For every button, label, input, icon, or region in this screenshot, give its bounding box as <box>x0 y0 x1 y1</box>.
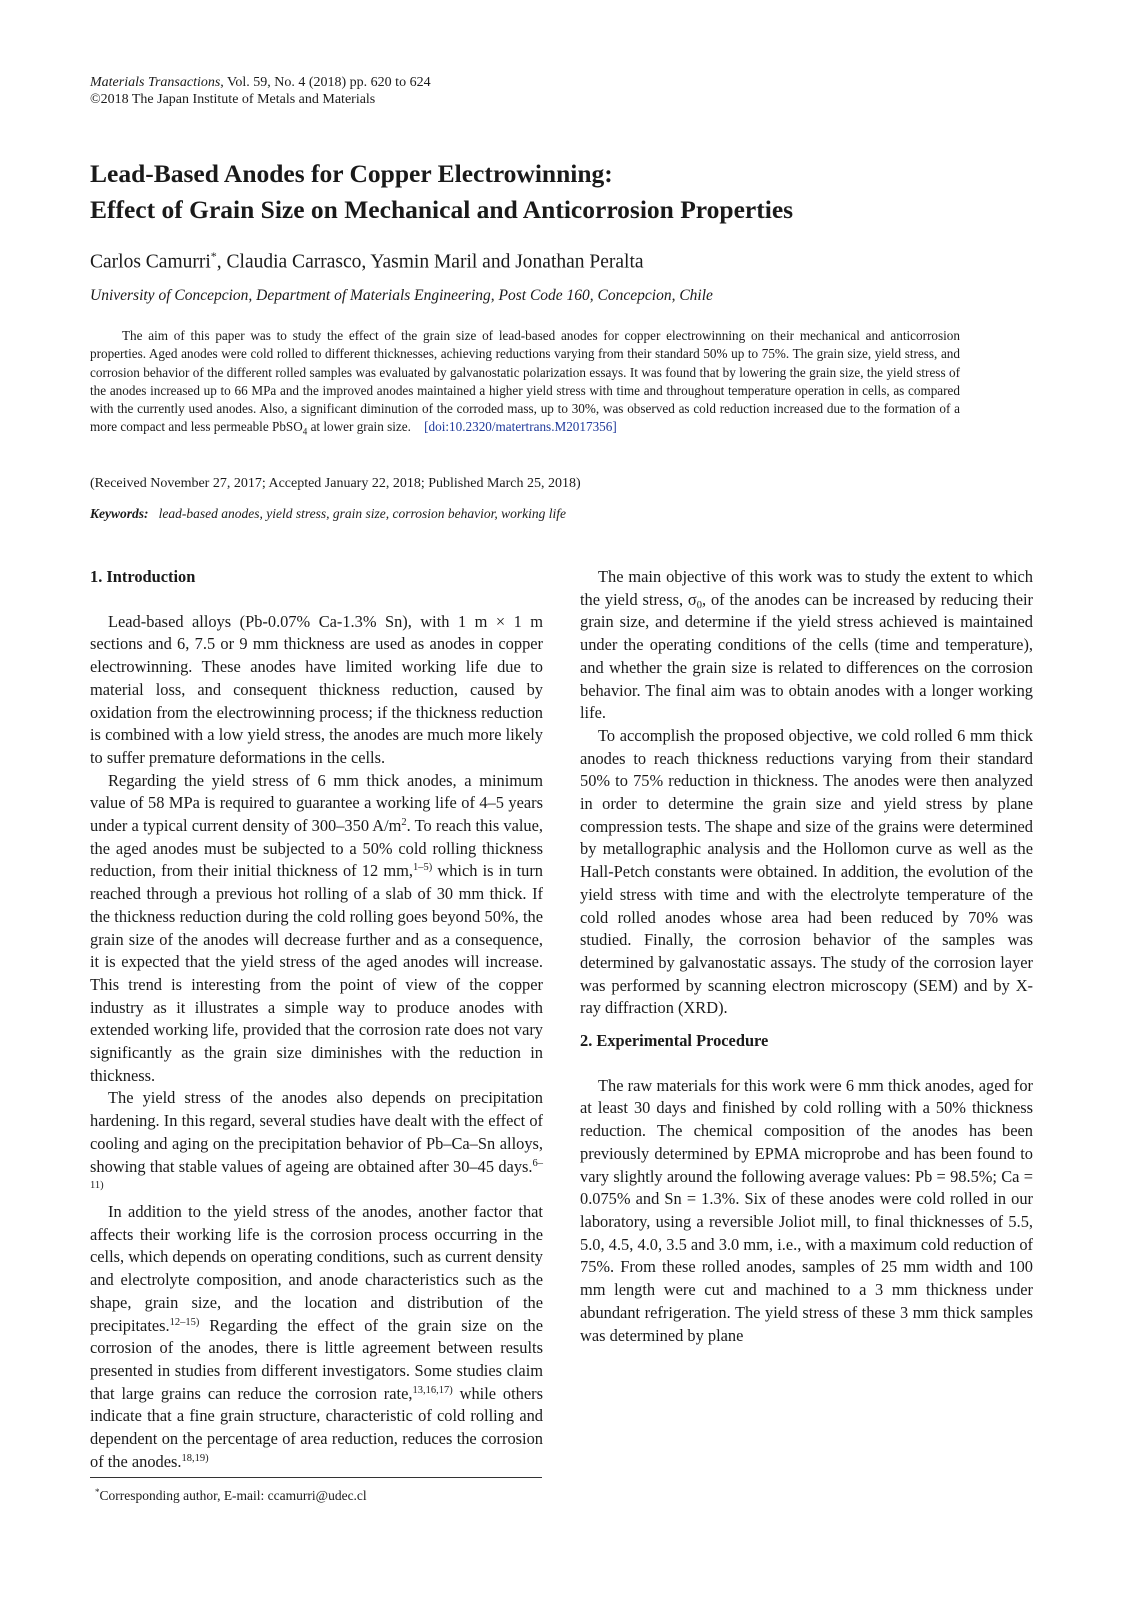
doi-link[interactable]: [doi:10.2320/matertrans.M2017356] <box>424 419 617 435</box>
author-list <box>90 244 644 275</box>
intro-paragraph-4: In addition to the yield stress of the anodes, another factor that affects their working life is the corrosion process occurring in the cells, which depends on operating conditions, such as current density and electrolyte composition, and anode characteristics such as the shape, grain size, and the location and distribution of the precipitates.$^{12-15)}$ Regarding the effect of the grain size on the corrosion of the anodes, there is little agreement between results presented in studies from different investigators. Some studies claim that large grains can reduce the corrosion rate,$^{13,16,17)}$ while others indicate that a fine grain structure, characteristic of cold rolling and dependent on the percentage of area reduction, reduces the corrosion of the anodes.$^{18,19)}$ <box>90 1201 543 1471</box>
paper-title <box>90 156 1050 228</box>
keywords-label: Keywords: <box>90 506 149 521</box>
title-line-2: Effect of Grain Size on Mechanical and Anticorrosion Properties <box>90 195 794 224</box>
journal-header <box>90 74 431 108</box>
copyright-line: ©2018 The Japan Institute of Metals and Materials <box>90 92 376 107</box>
keywords <box>90 506 566 522</box>
received-dates: (Received November 27, 2017; Accepted January 22, 2018; Published March 25, 2018) <box>90 476 581 491</box>
section-2-heading: 2. Experimental Procedure <box>580 1031 769 1051</box>
intro-paragraph-5: The main objective of this work was to study the extent to which the yield stress, $\sigma_0$, of the anodes can be increased by reducing their grain size, and determine if the yield stress achieved is maintained under the operating conditions of the cells (time and temperature), and whether the grain size is related to differences on the corrosion behavior. The final aim was to obtain anodes with a longer working life. <box>580 567 1033 723</box>
intro-paragraph-3: The yield stress of the anodes also depends on precipitation hardening. In this regard, several studies have dealt with the effect of cooling and aging on the precipitation behavior of Pb–Ca–Sn alloys, showing that stable values of ageing are obtained after 30–45 days.$^{6-11)}$ <box>90 1088 543 1192</box>
abstract-tail: at lower grain size. <box>307 419 411 435</box>
journal-citation: , Vol. 59, No. 4 (2018) pp. 620 to 624 <box>220 75 431 90</box>
intro-paragraph-1: Lead-based alloys (Pb-0.07% Ca-1.3% Sn), with 1 m × 1 m sections and 6, 7.5 or 9 mm thickness are used as anodes in copper electrowinning. These anodes have limited working life due to material loss, and consequent thickness reduction, caused by oxidation from the electrowinning process; if the thickness reduction is combined with a low yield stress, the anodes are much more likely to suffer premature deformations in the cells. <box>90 611 543 767</box>
footnote <box>95 1488 367 1504</box>
right-column <box>580 566 1033 1347</box>
left-column <box>90 566 543 1473</box>
other-authors: , Claudia Carrasco, Yasmin Maril and Jonathan Peralta <box>216 251 644 273</box>
intro-paragraph-2: Regarding the yield stress of 6 mm thick anodes, a minimum value of 58 MPa is required to guarantee a working life of 4–5 years under a typical current density of 300–350 $A/m^2$. To reach this value, the aged anodes must be subjected to a 50% cold rolling thickness reduction, from their initial thickness of 12 mm,$^{1-5)}$ which is in turn reached through a previous hot rolling of a slab of 30 mm thick. If the thickness reduction during the cold rolling goes beyond 50%, the grain size of the anodes will decrease further and as a consequence, it is expected that the yield stress of the aged anodes will increase. This trend is interesting from the point of view of the copper industry as it illustrates a simple way to produce anodes with extended working life, provided that the corrosion rate does not vary significantly as the grain size diminishes with the reduction in thickness. <box>90 770 543 1085</box>
footnote-text: Corresponding author, E-mail: ccamurri@udec.cl <box>99 1488 367 1503</box>
corresponding-author: Carlos Camurri <box>90 251 211 273</box>
journal-name: Materials Transactions <box>90 75 221 90</box>
footnote-rule <box>90 1477 542 1478</box>
keywords-text: lead-based anodes, yield stress, grain size, corrosion behavior, working life <box>158 506 566 521</box>
experimental-paragraph-1: The raw materials for this work were 6 mm thick anodes, aged for at least 30 days and finished by cold rolling with a 50% thickness reduction. The chemical composition of the anodes has been previously determined by EPMA microprobe and has been found to vary slightly around the following average values: Pb = 98.5%; Ca = 0.075% and Sn = 1.3%. Six of these anodes were cold rolled in our laboratory, using a reversible Joliot mill, to final thicknesses of 5.5, 5.0, 4.5, 4.0, 3.5 and 3.0 mm, i.e., with a maximum cold reduction of 75%. From these rolled anodes, samples of 25 mm width and 100 mm length were cut and machined to a 3 mm thickness under abundant refrigeration. The yield stress of these 3 mm thick samples was determined by plane <box>580 1075 1033 1345</box>
abstract <box>90 327 960 441</box>
section-1-heading: 1. Introduction <box>90 567 196 586</box>
affiliation: University of Concepcion, Department of Materials Engineering, Post Code 160, Concepcion, Chile <box>90 287 713 304</box>
corresponding-mark: * <box>210 249 217 263</box>
abstract-subscript: 4 <box>302 427 308 438</box>
title-line-1: Lead-Based Anodes for Copper Electrowinning: <box>90 159 613 188</box>
intro-paragraph-6: To accomplish the proposed objective, we cold rolled 6 mm thick anodes to reach thickness reductions varying from their standard 50% to 75% reduction in thickness. The anodes were then analyzed in order to determine the grain size and yield stress by plane compression tests. The shape and size of the grains were determined by metallographic analysis and the Hollomon curve as well as the Hall-Petch constants were obtained. In addition, the evolution of the yield stress with time and with the electrolyte temperature of the cold rolled anodes whose area had been reduced by 70% was studied. Finally, the corrosion behavior of the samples was determined by galvanostatic assays. The study of the corrosion layer was performed by scanning electron microscopy (SEM) and by X-ray diffraction (XRD). <box>580 725 1033 1018</box>
abstract-text: The aim of this paper was to study the effect of the grain size of lead-based anodes for copper electrowinning on their mechanical and anticorrosion properties. Aged anodes were cold rolled to different thicknesses, achieving reductions varying from their standard 50% up to 75%. The grain size, yield stress, and corrosion behavior of the different rolled samples was evaluated by galvanostatic polarization essays. It was found that by lowering the grain size, the yield stress of the anodes increased up to 66 MPa and the improved anodes maintained a higher yield stress with time and throughout temperature operation in cells, as compared with the currently used anodes. Also, a significant diminution of the corroded mass, up to 30%, was observed as cold reduction increased due to the formation of a more compact and less permeable PbSO <box>90 328 960 435</box>
footnote-mark: * <box>95 1487 100 1497</box>
